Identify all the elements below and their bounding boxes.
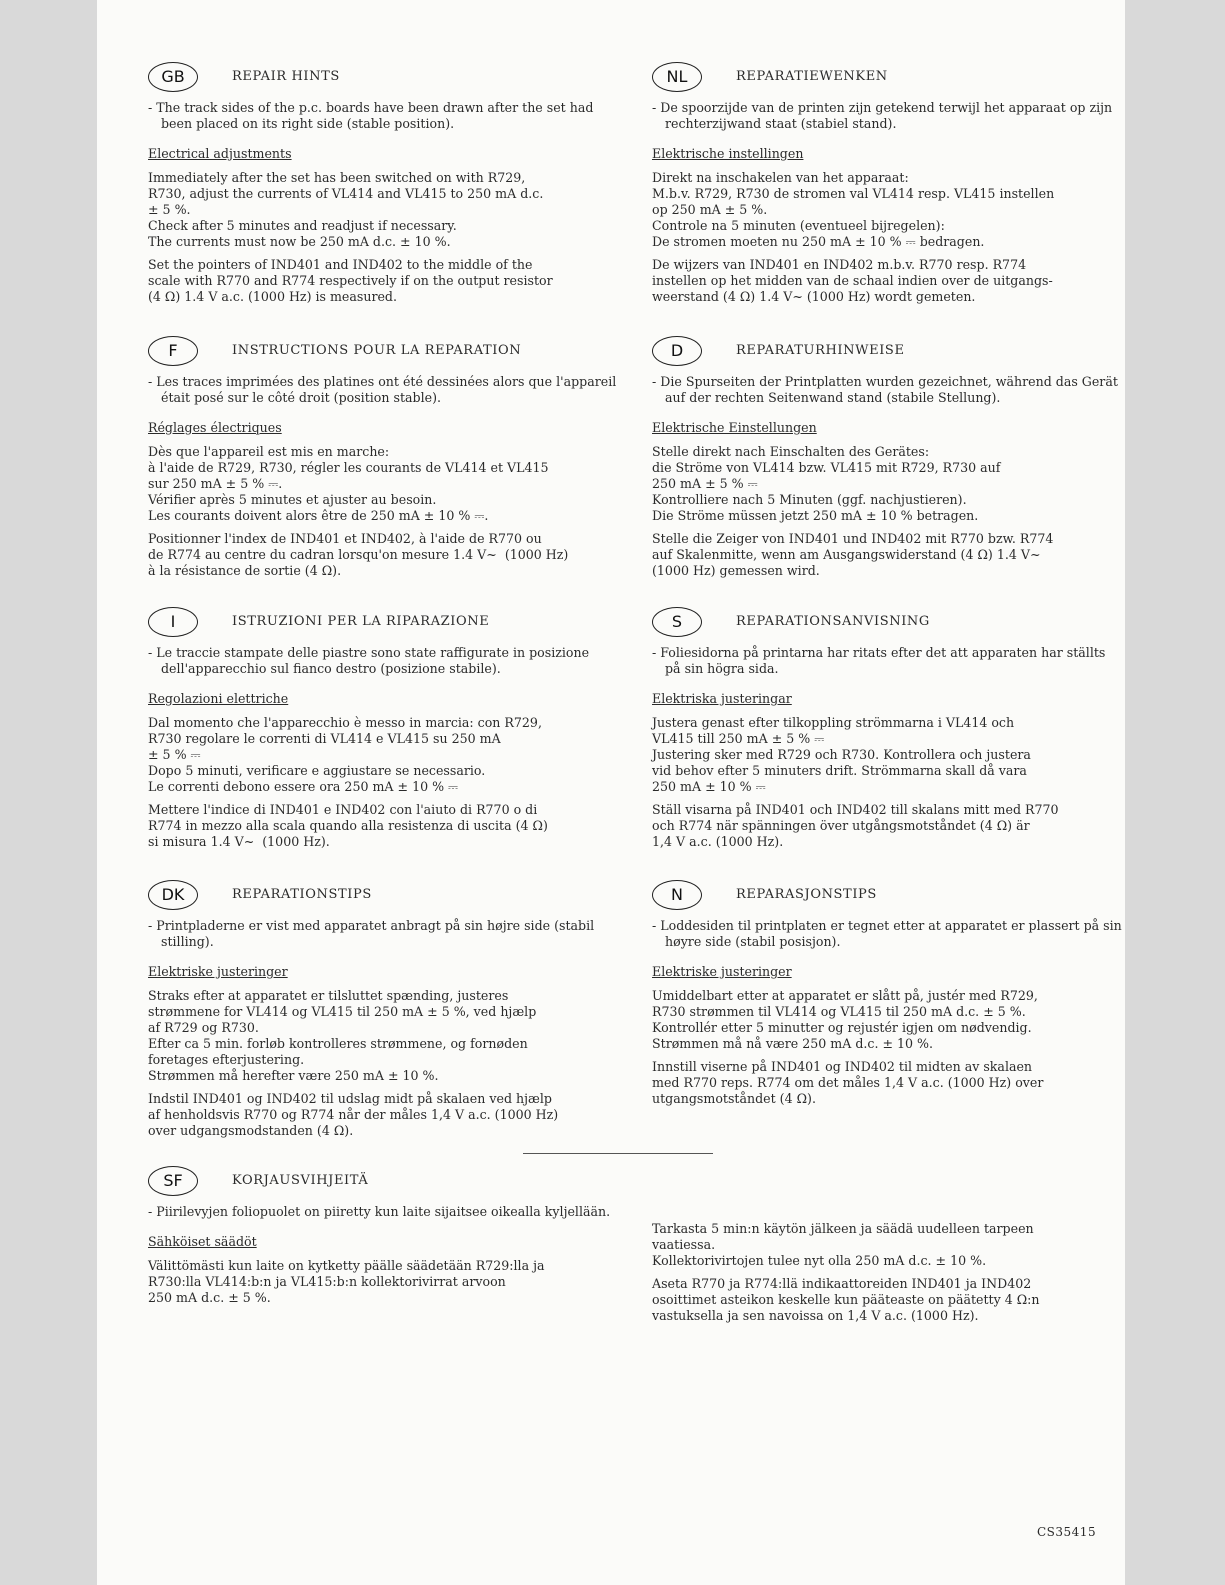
intro-note: - De spoorzijde van de printen zijn getekend terwijl het apparaat op zijn rechterzijwand staat (stabiel stand).	[652, 100, 1113, 131]
subheading: Regolazioni elettriche	[148, 691, 289, 706]
section-gb	[148, 62, 618, 305]
text-line: The currents must now be 250 mA d.c. ± 10 %.	[148, 234, 451, 249]
section-title: REPARATIEWENKEN	[736, 69, 888, 84]
intro-note: - The track sides of the p.c. boards have been drawn after the set had been placed on its right side (stable position).	[148, 100, 594, 131]
subheading: Elektriska justeringar	[652, 691, 792, 706]
text-line: vaatiessa.	[652, 1237, 716, 1252]
text-line: Positionner l'index de IND401 et IND402, à l'aide de R770 ou	[148, 531, 542, 546]
intro-note: - Foliesidorna på printarna har ritats efter det att apparaten har ställts på sin högra sida.	[652, 645, 1106, 676]
text-line: Kontrolliere nach 5 Minuten (ggf. nachjustieren).	[652, 492, 967, 507]
text-line: R774 in mezzo alla scala quando alla resistenza di uscita (4 Ω)	[148, 818, 548, 833]
text-line: De stromen moeten nu 250 mA ± 10 % ⎓ bedragen.	[652, 234, 985, 249]
text-line: med R770 reps. R774 om det måles 1,4 V a.c. (1000 Hz) over	[652, 1075, 1044, 1090]
text-line: Kontrollér etter 5 minutter og rejustér igjen om nødvendig.	[652, 1020, 1032, 1035]
text-line: ± 5 %.	[148, 202, 191, 217]
text-line: R730:lla VL414:b:n ja VL415:b:n kollektorivirrat arvoon	[148, 1274, 506, 1289]
text-line: osoittimet asteikon keskelle kun pääteaste on päätetty 4 Ω:n	[652, 1292, 1040, 1307]
section-title: ISTRUZIONI PER LA RIPARAZIONE	[232, 614, 490, 629]
text-line: op 250 mA ± 5 %.	[652, 202, 768, 217]
text-line: Set the pointers of IND401 and IND402 to the middle of the	[148, 257, 533, 272]
text-line: auf Skalenmitte, wenn am Ausgangswiderstand (4 Ω) 1.4 V~	[652, 547, 1041, 562]
text-line: Mettere l'indice di IND401 e IND402 con l'aiuto di R770 o di	[148, 802, 538, 817]
subheading: Réglages électriques	[148, 420, 282, 435]
language-badge: NL	[652, 62, 702, 92]
text-line: M.b.v. R729, R730 de stromen val VL414 resp. VL415 instellen	[652, 186, 1055, 201]
section-i	[148, 607, 618, 850]
text-line: Strømmen må nå være 250 mA d.c. ± 10 %.	[652, 1036, 934, 1051]
text-line: af henholdsvis R770 og R774 når der måles 1,4 V a.c. (1000 Hz)	[148, 1107, 559, 1122]
text-line: die Ströme von VL414 bzw. VL415 mit R729, R730 auf	[652, 460, 1001, 475]
section-title: REPARATIONSANVISNING	[736, 614, 930, 629]
text-line: Kollektorivirtojen tulee nyt olla 250 mA d.c. ± 10 %.	[652, 1253, 987, 1268]
text-line: over udgangsmodstanden (4 Ω).	[148, 1123, 354, 1138]
language-badge: SF	[148, 1166, 198, 1196]
language-badge: I	[148, 607, 198, 637]
section-f	[148, 336, 618, 579]
text-line: de R774 au centre du cadran lorsqu'on mesure 1.4 V~ (1000 Hz)	[148, 547, 569, 562]
section-header	[148, 336, 618, 366]
section-header	[148, 1166, 618, 1196]
subheading: Elektriske justeringer	[148, 964, 288, 979]
section-header	[652, 880, 1122, 910]
subheading: Electrical adjustments	[148, 146, 292, 161]
section-title: REPARATURHINWEISE	[736, 343, 905, 358]
text-line: 250 mA d.c. ± 5 %.	[148, 1290, 271, 1305]
section-n	[652, 880, 1122, 1107]
section-title: KORJAUSVIHJEITÄ	[232, 1173, 369, 1188]
intro-note: - Printpladerne er vist med apparatet anbragt på sin højre side (stabil stilling).	[148, 918, 595, 949]
language-badge: DK	[148, 880, 198, 910]
text-line: och R774 när spänningen över utgångsmotståndet (4 Ω) är	[652, 818, 1030, 833]
text-line: Dal momento che l'apparecchio è messo in marcia: con R729,	[148, 715, 542, 730]
section-header	[148, 607, 618, 637]
text-line: Vérifier après 5 minutes et ajuster au besoin.	[148, 492, 437, 507]
text-line: 1,4 V a.c. (1000 Hz).	[652, 834, 784, 849]
text-line: Immediately after the set has been switched on with R729,	[148, 170, 526, 185]
subheading: Sähköiset säädöt	[148, 1234, 257, 1249]
language-badge: F	[148, 336, 198, 366]
text-line: Ställ visarna på IND401 och IND402 till skalans mitt med R770	[652, 802, 1059, 817]
text-line: Dès que l'appareil est mis en marche:	[148, 444, 390, 459]
language-badge: N	[652, 880, 702, 910]
section-sf-continued	[652, 1221, 1122, 1324]
text-line: Direkt na inschakelen van het apparaat:	[652, 170, 909, 185]
text-line: sur 250 mA ± 5 % ⎓.	[148, 476, 283, 491]
text-line: af R729 og R730.	[148, 1020, 259, 1035]
subheading: Elektrische instellingen	[652, 146, 804, 161]
intro-note: - Loddesiden til printplaten er tegnet etter at apparatet er plassert på sin høyre side (stabil posisjon).	[652, 918, 1122, 949]
section-nl	[652, 62, 1122, 305]
text-line: Strømmen må herefter være 250 mA ± 10 %.	[148, 1068, 439, 1083]
text-line: Justera genast efter tilkoppling strömmarna i VL414 och	[652, 715, 1015, 730]
text-line: si misura 1.4 V~ (1000 Hz).	[148, 834, 330, 849]
section-title: REPARATIONSTIPS	[232, 887, 372, 902]
intro-note: - Les traces imprimées des platines ont été dessinées alors que l'appareil était posé sur le côté droit (position stable).	[148, 374, 617, 405]
text-line: instellen op het midden van de schaal indien over de uitgangs-	[652, 273, 1053, 288]
text-line: Dopo 5 minuti, verificare e aggiustare se necessario.	[148, 763, 486, 778]
section-header	[148, 880, 618, 910]
text-line: Innstill viserne på IND401 og IND402 til midten av skalaen	[652, 1059, 1033, 1074]
text-line: Controle na 5 minuten (eventueel bijregelen):	[652, 218, 945, 233]
text-line: Stelle die Zeiger von IND401 und IND402 mit R770 bzw. R774	[652, 531, 1054, 546]
section-header	[652, 607, 1122, 637]
intro-note: - Die Spurseiten der Printplatten wurden gezeichnet, während das Gerät auf der rechten Seitenwand stand (stabile Stellung).	[652, 374, 1118, 405]
language-badge: S	[652, 607, 702, 637]
intro-note: - Piirilevyjen foliopuolet on piiretty kun laite sijaitsee oikealla kyljellään.	[148, 1204, 611, 1219]
text-line: vid behov efter 5 minuters drift. Strömmarna skall då vara	[652, 763, 1027, 778]
section-header	[652, 336, 1122, 366]
text-line: à l'aide de R729, R730, régler les courants de VL414 et VL415	[148, 460, 549, 475]
intro-note: - Le traccie stampate delle piastre sono state raffigurate in posizione dell'apparecchio sul fianco destro (posizione stabile).	[148, 645, 590, 676]
text-line: 250 mA ± 10 % ⎓	[652, 779, 766, 794]
text-line: Umiddelbart etter at apparatet er slått på, justér med R729,	[652, 988, 1038, 1003]
section-s	[652, 607, 1122, 850]
text-line: scale with R770 and R774 respectively if on the output resistor	[148, 273, 553, 288]
text-line: Die Ströme müssen jetzt 250 mA ± 10 % betragen.	[652, 508, 979, 523]
language-badge: D	[652, 336, 702, 366]
subheading: Elektriske justeringer	[652, 964, 792, 979]
section-header	[652, 62, 1122, 92]
section-d	[652, 336, 1122, 579]
text-line: utgangsmotståndet (4 Ω).	[652, 1091, 816, 1106]
text-line: Le correnti debono essere ora 250 mA ± 10 % ⎓	[148, 779, 459, 794]
text-line: foretages efterjustering.	[148, 1052, 305, 1067]
section-sf	[148, 1166, 618, 1306]
text-line: Check after 5 minutes and readjust if necessary.	[148, 218, 457, 233]
text-line: Välittömästi kun laite on kytketty päälle säädetään R729:lla ja	[148, 1258, 545, 1273]
text-line: Aseta R770 ja R774:llä indikaattoreiden IND401 ja IND402	[652, 1276, 1032, 1291]
text-line: weerstand (4 Ω) 1.4 V~ (1000 Hz) wordt gemeten.	[652, 289, 976, 304]
section-title: REPARASJONSTIPS	[736, 887, 877, 902]
section-dk	[148, 880, 618, 1139]
divider-line	[523, 1153, 713, 1154]
text-line: Justering sker med R729 och R730. Kontrollera och justera	[652, 747, 1031, 762]
text-line: VL415 till 250 mA ± 5 % ⎓	[652, 731, 825, 746]
language-badge: GB	[148, 62, 198, 92]
text-line: strømmene for VL414 og VL415 til 250 mA ± 5 %, ved hjælp	[148, 1004, 537, 1019]
text-line: Stelle direkt nach Einschalten des Gerätes:	[652, 444, 930, 459]
text-line: (4 Ω) 1.4 V a.c. (1000 Hz) is measured.	[148, 289, 397, 304]
section-title: REPAIR HINTS	[232, 69, 340, 84]
document-code: CS35415	[1037, 1525, 1097, 1539]
text-line: (1000 Hz) gemessen wird.	[652, 563, 820, 578]
text-line: Tarkasta 5 min:n käytön jälkeen ja säädä uudelleen tarpeen	[652, 1221, 1034, 1236]
subheading: Elektrische Einstellungen	[652, 420, 817, 435]
text-line: R730, adjust the currents of VL414 and VL415 to 250 mA d.c.	[148, 186, 544, 201]
text-line: R730 regolare le correnti di VL414 e VL415 su 250 mA	[148, 731, 501, 746]
text-line: Indstil IND401 og IND402 til udslag midt på skalaen ved hjælp	[148, 1091, 552, 1106]
text-line: Les courants doivent alors être de 250 mA ± 10 % ⎓.	[148, 508, 489, 523]
document-page	[97, 0, 1125, 1585]
text-line: à la résistance de sortie (4 Ω).	[148, 563, 342, 578]
text-line: Efter ca 5 min. forløb kontrolleres strømmene, og fornøden	[148, 1036, 528, 1051]
text-line: ± 5 % ⎓	[148, 747, 201, 762]
text-line: R730 strømmen til VL414 og VL415 til 250 mA d.c. ± 5 %.	[652, 1004, 1026, 1019]
text-line: vastuksella ja sen navoissa on 1,4 V a.c. (1000 Hz).	[652, 1308, 979, 1323]
text-line: 250 mA ± 5 % ⎓	[652, 476, 758, 491]
text-line: De wijzers van IND401 en IND402 m.b.v. R770 resp. R774	[652, 257, 1027, 272]
section-title: INSTRUCTIONS POUR LA REPARATION	[232, 343, 522, 358]
section-header	[148, 62, 618, 92]
text-line: Straks efter at apparatet er tilsluttet spænding, justeres	[148, 988, 509, 1003]
